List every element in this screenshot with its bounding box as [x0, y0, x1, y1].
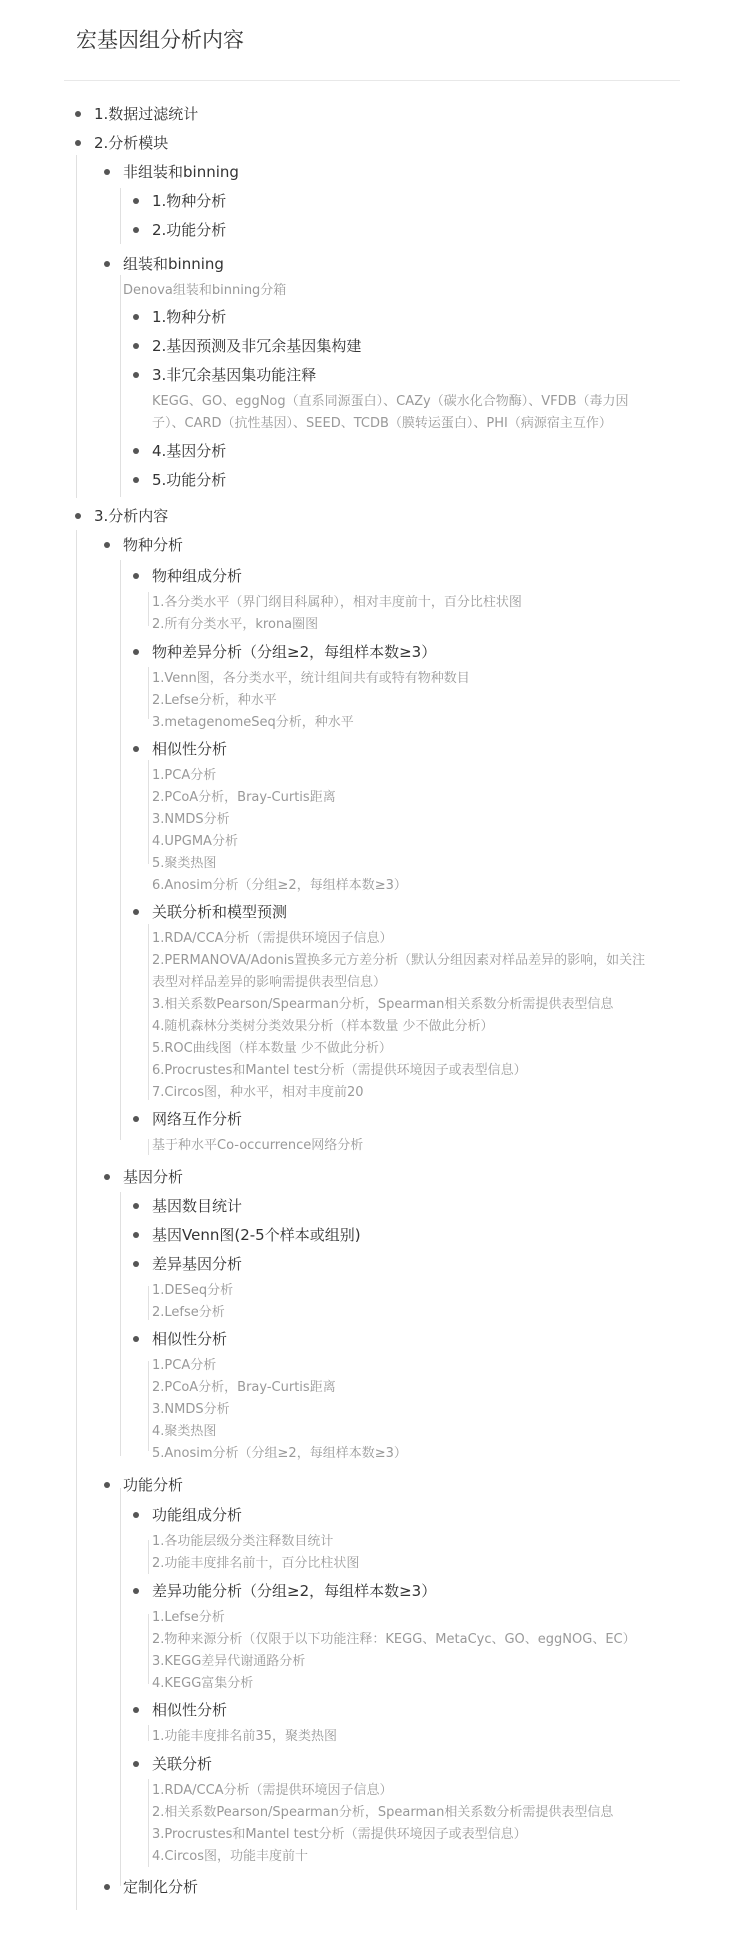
bullet-icon — [104, 1174, 110, 1180]
description: 1.Venn图，各分类水平，统计组间共有或特有物种数目 — [152, 671, 470, 686]
description: 1.各分类水平（界门纲目科属种），相对丰度前十，百分比柱状图 — [152, 595, 522, 610]
bullet-icon — [75, 140, 81, 146]
bullet-icon — [104, 169, 110, 175]
bullet-icon — [104, 1884, 110, 1890]
description: 5.聚类热图 — [152, 856, 217, 871]
bullet-icon — [104, 261, 110, 267]
list-item: 差异功能分析（分组≥2，每组样本数≥3） — [152, 1581, 436, 1601]
description: 4.聚类热图 — [152, 1424, 217, 1439]
bullet-icon — [133, 1707, 139, 1713]
bullet-icon — [133, 448, 139, 454]
list-item: 非组装和binning — [123, 162, 239, 182]
description: 2.所有分类水平，krona圈图 — [152, 617, 319, 632]
description: 1.功能丰度排名前35，聚类热图 — [152, 1729, 337, 1744]
bullet-icon — [133, 1116, 139, 1122]
list-item: 2.功能分析 — [152, 220, 226, 240]
bullet-icon — [133, 1203, 139, 1209]
list-item: 5.功能分析 — [152, 470, 226, 490]
list-item: 基因Venn图(2-5个样本或组别) — [152, 1225, 361, 1245]
description: 2.Lefse分析 — [152, 1305, 225, 1320]
bullet-icon — [133, 372, 139, 378]
list-item: 关联分析和模型预测 — [152, 902, 287, 922]
bullet-icon — [133, 1761, 139, 1767]
description: 3.NMDS分析 — [152, 812, 230, 827]
description: 3.KEGG差异代谢通路分析 — [152, 1654, 306, 1669]
list-item: 差异基因分析 — [152, 1254, 242, 1274]
description: 4.UPGMA分析 — [152, 834, 238, 849]
list-item: 基因数目统计 — [152, 1196, 242, 1216]
description: 1.PCA分析 — [152, 1358, 217, 1373]
bullet-icon — [133, 198, 139, 204]
description: 2.物种来源分析（仅限于以下功能注释：KEGG、MetaCyc、GO、eggNOG、EC） — [152, 1632, 636, 1647]
bullet-icon — [133, 1261, 139, 1267]
list-item: 物种分析 — [123, 535, 183, 555]
description: 3.Procrustes和Mantel test分析（需提供环境因子或表型信息） — [152, 1827, 527, 1842]
bullet-icon — [104, 1482, 110, 1488]
description: 1.RDA/CCA分析（需提供环境因子信息） — [152, 931, 393, 946]
description: 6.Anosim分析（分组≥2，每组样本数≥3） — [152, 878, 407, 893]
bullet-icon — [75, 111, 81, 117]
indent-guide — [148, 1540, 149, 1574]
list-item: 2.基因预测及非冗余基因集构建 — [152, 336, 361, 356]
bullet-icon — [133, 477, 139, 483]
list-item: 相似性分析 — [152, 1700, 227, 1720]
list-item: 物种组成分析 — [152, 566, 242, 586]
indent-guide — [148, 1139, 149, 1155]
indent-guide — [120, 188, 121, 244]
description: KEGG、GO、eggNog（直系同源蛋白）、CAZy（碳水化合物酶）、VFDB（毒力因 — [152, 394, 629, 409]
description: 1.各功能层级分类注释数目统计 — [152, 1534, 334, 1549]
bullet-icon — [133, 649, 139, 655]
description: 1.PCA分析 — [152, 768, 217, 783]
indent-guide — [148, 1779, 149, 1867]
indent-guide — [120, 560, 121, 1140]
description: 6.Procrustes和Mantel test分析（需提供环境因子或表型信息） — [152, 1063, 527, 1078]
title-divider — [64, 80, 680, 81]
indent-guide — [76, 530, 77, 1910]
description: 2.Lefse分析，种水平 — [152, 693, 277, 708]
list-item: 功能分析 — [123, 1475, 183, 1495]
description: Denova组装和binning分箱 — [123, 283, 287, 298]
list-item: 2.分析模块 — [94, 133, 168, 153]
description: 4.随机森林分类树分类效果分析（样本数量 少不做此分析） — [152, 1019, 494, 1034]
indent-guide — [120, 275, 121, 497]
description: 3.metagenomeSeq分析，种水平 — [152, 715, 354, 730]
description: 4.KEGG富集分析 — [152, 1676, 254, 1691]
bullet-icon — [133, 1232, 139, 1238]
description: 3.相关系数Pearson/Spearman分析，Spearman相关系数分析需提供表型信息 — [152, 997, 614, 1012]
description: 2.功能丰度排名前十，百分比柱状图 — [152, 1556, 360, 1571]
indent-guide — [148, 924, 149, 1100]
indent-guide — [148, 1725, 149, 1741]
bullet-icon — [133, 909, 139, 915]
list-item: 相似性分析 — [152, 1329, 227, 1349]
indent-guide — [148, 1286, 149, 1320]
description: 1.Lefse分析 — [152, 1610, 225, 1625]
description: 表型对样品差异的影响需提供表型信息） — [152, 975, 387, 990]
bullet-icon — [133, 227, 139, 233]
list-item: 3.分析内容 — [94, 506, 168, 526]
bullet-icon — [133, 573, 139, 579]
description: 子）、CARD（抗性基因）、SEED、TCDB（膜转运蛋白）、PHI（病源宿主互作） — [152, 416, 612, 431]
description: 5.ROC曲线图（样本数量 少不做此分析） — [152, 1041, 392, 1056]
bullet-icon — [133, 1336, 139, 1342]
description: 2.PCoA分析，Bray-Curtis距离 — [152, 1380, 336, 1395]
bullet-icon — [133, 343, 139, 349]
description: 1.RDA/CCA分析（需提供环境因子信息） — [152, 1783, 393, 1798]
bullet-icon — [104, 542, 110, 548]
indent-guide — [148, 667, 149, 719]
list-item: 3.非冗余基因集功能注释 — [152, 365, 316, 385]
indent-guide — [120, 1192, 121, 1456]
description: 4.Circos图，功能丰度前十 — [152, 1849, 309, 1864]
description: 5.Anosim分析（分组≥2，每组样本数≥3） — [152, 1446, 407, 1461]
description: 1.DESeq分析 — [152, 1283, 234, 1298]
indent-guide — [120, 1488, 121, 1886]
list-item: 关联分析 — [152, 1754, 212, 1774]
list-item: 1.物种分析 — [152, 191, 226, 211]
list-item: 1.数据过滤统计 — [94, 104, 198, 124]
bullet-icon — [133, 746, 139, 752]
list-item: 基因分析 — [123, 1167, 183, 1187]
description: 2.PERMANOVA/Adonis置换多元方差分析（默认分组因素对样品差异的影响，如关注 — [152, 953, 646, 968]
description: 2.PCoA分析，Bray-Curtis距离 — [152, 790, 336, 805]
bullet-icon — [75, 513, 81, 519]
indent-guide — [148, 760, 149, 864]
description: 基于种水平Co-occurrence网络分析 — [152, 1138, 364, 1153]
list-item: 组装和binning — [123, 254, 224, 274]
list-item: 4.基因分析 — [152, 441, 226, 461]
description: 7.Circos图，种水平，相对丰度前20 — [152, 1085, 364, 1100]
indent-guide — [76, 155, 77, 498]
indent-guide — [148, 592, 149, 626]
page-title: 宏基因组分析内容 — [76, 28, 244, 52]
bullet-icon — [133, 314, 139, 320]
description: 2.相关系数Pearson/Spearman分析，Spearman相关系数分析需提供表型信息 — [152, 1805, 614, 1820]
list-item: 定制化分析 — [123, 1877, 198, 1897]
description: 3.NMDS分析 — [152, 1402, 230, 1417]
indent-guide — [148, 1614, 149, 1684]
list-item: 相似性分析 — [152, 739, 227, 759]
list-item: 网络互作分析 — [152, 1109, 242, 1129]
list-item: 1.物种分析 — [152, 307, 226, 327]
bullet-icon — [133, 1512, 139, 1518]
list-item: 功能组成分析 — [152, 1505, 242, 1525]
list-item: 物种差异分析（分组≥2，每组样本数≥3） — [152, 642, 436, 662]
bullet-icon — [133, 1588, 139, 1594]
indent-guide — [148, 1361, 149, 1451]
